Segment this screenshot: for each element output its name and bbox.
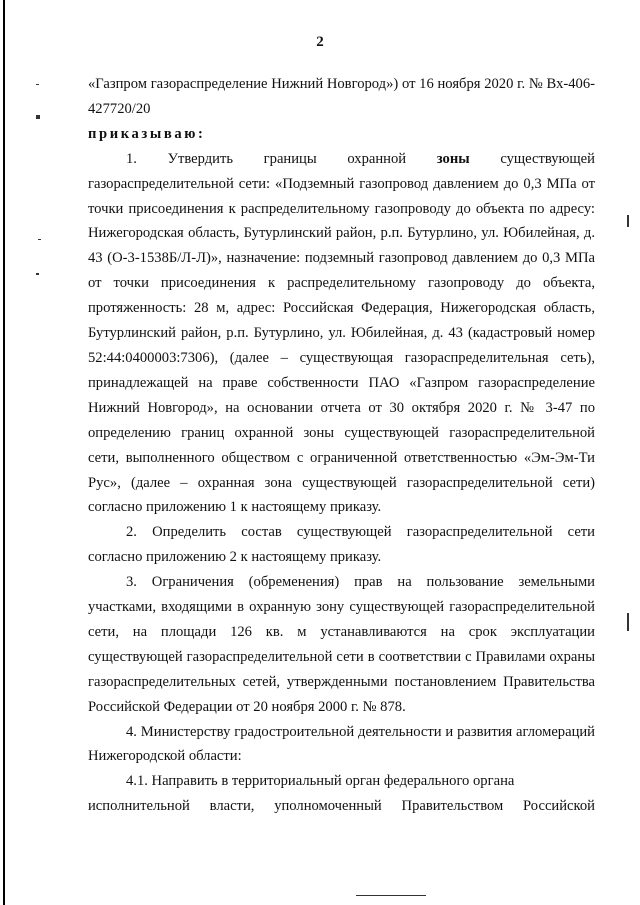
scan-left-border [3,0,5,905]
scan-mark [38,239,41,240]
clause-4-1-word: уполномоченный [274,798,382,815]
clause-1-number: 1. [126,150,137,167]
scan-mark [627,613,629,631]
clause-4-1-word: власти, [209,798,255,815]
clause-1-body: газораспределительной сети: «Подземный газопровод давлением до 0,3 МПа от точки присоединения к распределительному газопроводу до объекта по адресу: Нижегородская область, Бутурлинский район, р.п. Бутурлино, ул. Юбилейная, д. 43 (О-3-1538Б/Л-Л)», назначение: подземный газопровод давлением до 0,3 МПа от точки присоединения к распределительному газопроводу до объекта, протяженность: 28 м, адрес: Российская Федерация, Нижегородская область, Бутурлинский район, р.п. Бутурлино, ул. Юбилейная, д. 43 (кадастровый номер 52:44:0400003:7306), (далее – существующая газораспределительная сеть), принадлежащей на праве собственности ПАО «Газпром газораспределение Нижний Новгород», на основании отчета от 30 октября 2020 г. № 3-47 по определению границ охранной зоны существующей газораспределительной сети, выполненного обществом с ограниченной ответственностью «Эм-Эм-Ти Рус», (далее – охранная зона существующей газораспределительной сети) согласно приложению 1 к настоящему приказу. [88,175,595,516]
clause-4: 4. Министерству градостроительной деятельности и развития агломераций Нижегородской области: [88,723,595,765]
order-word: приказываю: [88,125,206,142]
clause-1-word: зоны [436,150,470,167]
clause-1-word: существующей [500,150,595,167]
page-number: 2 [316,34,324,50]
clause-1-word: границы [263,150,317,167]
scan-mark [627,215,629,227]
clause-1-word: охранной [347,150,407,167]
clause-4-1-word: исполнительной [88,798,190,815]
footer-rule [356,895,426,896]
clause-1-first-line [88,147,595,172]
clause-4-1-continued [88,794,595,819]
clause-3: 3. Ограничения (обременения) прав на пользование земельными участками, входящими в охранную зону существующей газораспределительной сети, на площади 126 кв. м устанавливаются на срок эксплуатации существующей газораспределительной сети в соответствии с Правилами охраны газораспределительных сетей, утвержденными постановлением Правительства Российской Федерации от 20 ноября 2000 г. № 878. [88,574,595,715]
clause-4-1: 4.1. Направить в территориальный орган федерального органа [126,773,515,790]
document-body [88,72,595,819]
scan-mark [36,273,39,275]
clause-4-1-word: Правительством [401,798,504,815]
clause-4-1-word: Российской [523,798,595,815]
clause-1-word: Утвердить [167,150,233,167]
intro-paragraph: «Газпром газораспределение Нижний Новгород») от 16 ноября 2020 г. № Вх-406-427720/20 [88,76,595,117]
scan-mark [36,115,40,119]
clause-2: 2. Определить состав существующей газораспределительной сети согласно приложению 2 к настоящему приказу. [88,524,595,566]
scan-mark [36,84,39,85]
